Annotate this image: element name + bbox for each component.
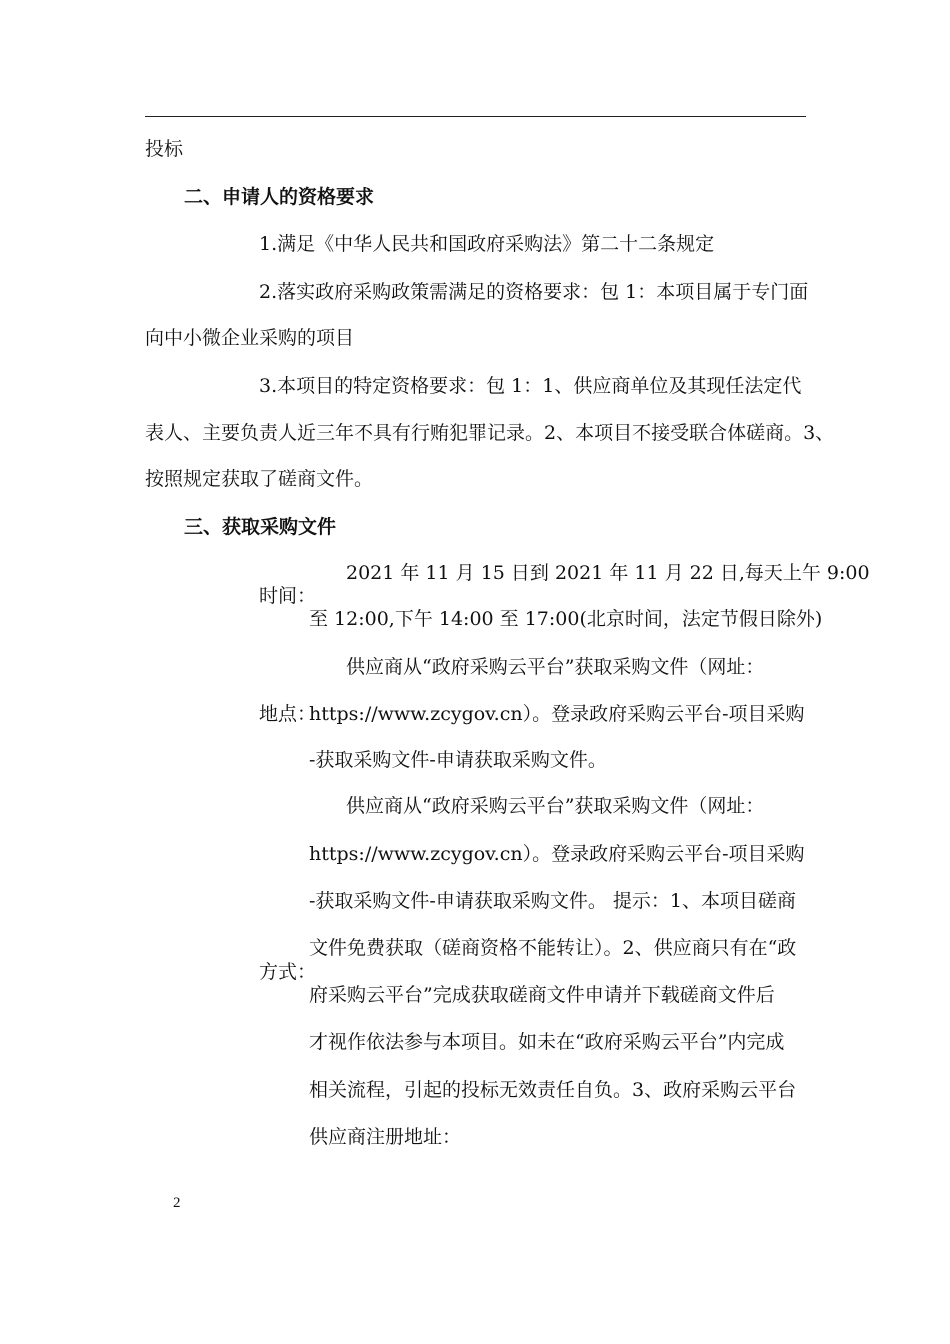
time-line1: 2021 年 11 月 15 日到 2021 年 11 月 22 日,每天上午 9:00: [346, 562, 870, 584]
method-line5: 府采购云平台”完成获取磋商文件申请并下载磋商文件后: [309, 984, 775, 1006]
place-line3: -获取采购文件-申请获取采购文件。: [309, 749, 607, 771]
method-line2: https://www.zcygov.cn）。登录政府采购云平台-项目采购: [309, 843, 805, 865]
method-line8: 供应商注册地址：: [309, 1126, 462, 1148]
section2-item3-line3: 按照规定获取了磋商文件。: [145, 468, 374, 490]
continuation-text: 投标: [145, 138, 184, 160]
section2-item2-line2: 向中小微企业采购的项目: [145, 327, 355, 349]
method-label: 方式：: [259, 961, 317, 983]
section2-item2-line1: 2.落实政府采购政策需满足的资格要求：包 1：本项目属于专门面: [259, 281, 809, 303]
time-line2: 至 12:00,下午 14:00 至 17:00(北京时间，法定节假日除外): [309, 608, 823, 630]
section2-heading: 二、申请人的资格要求: [184, 186, 375, 208]
method-line7: 相关流程，引起的投标无效责任自负。3、政府采购云平台: [309, 1079, 797, 1101]
method-line4: 文件免费获取（磋商资格不能转让）。2、供应商只有在“政: [309, 937, 797, 959]
section2-item3-line1: 3.本项目的特定资格要求：包 1：1、供应商单位及其现任法定代: [259, 375, 802, 397]
place-line1: 供应商从“政府采购云平台”获取采购文件（网址：: [346, 656, 765, 678]
method-line3: -获取采购文件-申请获取采购文件。 提示：1、本项目磋商: [309, 890, 796, 912]
section3-heading: 三、获取采购文件: [184, 516, 337, 538]
section2-item1: 1.满足《中华人民共和国政府采购法》第二十二条规定: [259, 233, 715, 255]
place-line2: https://www.zcygov.cn）。登录政府采购云平台-项目采购: [309, 703, 805, 725]
method-line1: 供应商从“政府采购云平台”获取采购文件（网址：: [346, 795, 765, 817]
place-label: 地点：: [259, 703, 317, 725]
time-label: 时间：: [259, 585, 317, 607]
section2-item3-line2: 表人、主要负责人近三年不具有行贿犯罪记录。2、本项目不接受联合体磋商。3、: [145, 422, 835, 444]
method-line6: 才视作依法参与本项目。如未在“政府采购云平台”内完成: [309, 1031, 785, 1053]
page-number: 2: [173, 1195, 181, 1211]
header-rule: [145, 116, 806, 117]
